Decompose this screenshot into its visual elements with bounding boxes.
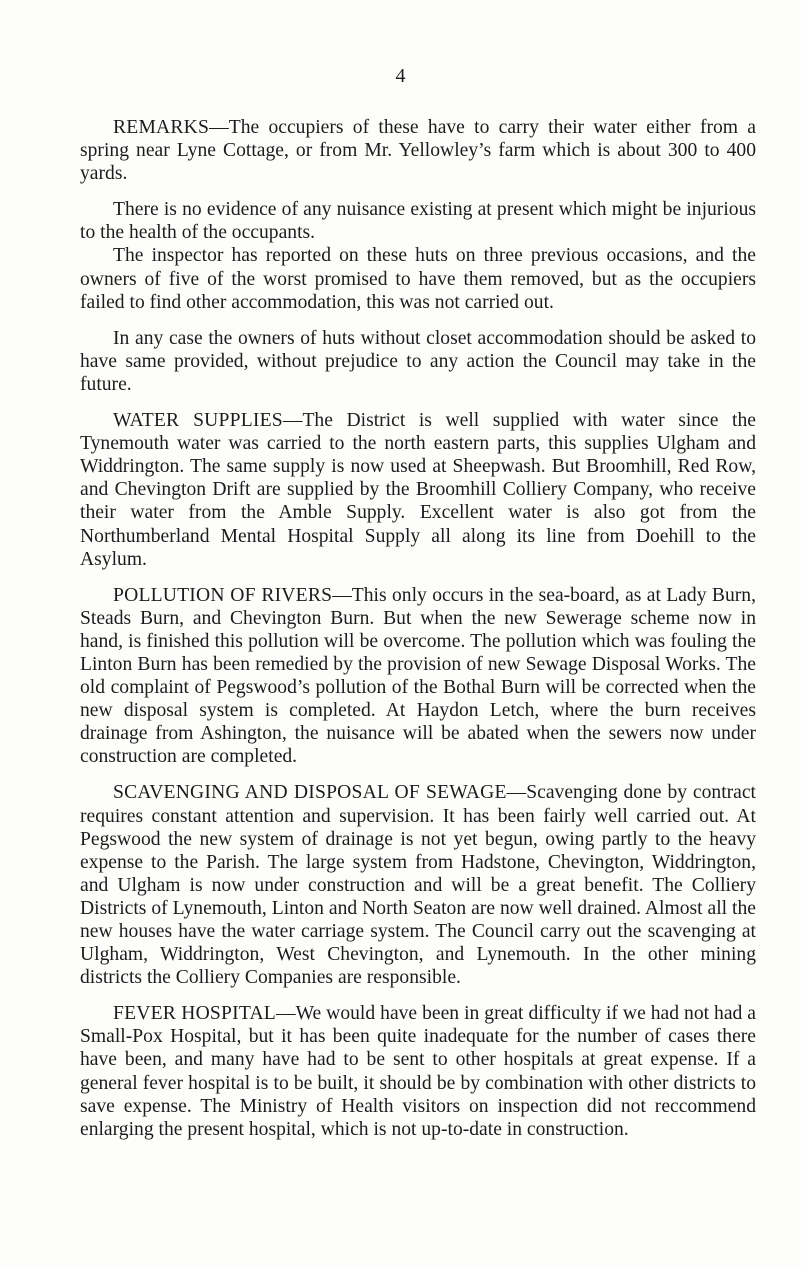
body-text bbox=[80, 116, 756, 1154]
paragraph-text: —Scavenging done by contract requires constant attention and supervision. It has been fairly well carried out. At Pegswood the new system of drainage is not yet begun, owing partly to the heavy expense to the Parish. The large system from Hadstone, Chevington, Widdrington, and Ulgham is now under construction and will be a great benefit. The Colliery Districts of Lynemouth, Linton and North Seaton are now well drained. Almost all the new houses have the water carriage system. The Council carry out the scavenging at Ulgham, Widdrington, West Chevington, and Lynemouth. In the other mining districts the Colliery Companies are responsible. bbox=[80, 782, 756, 989]
paragraph-text: In any case the owners of huts without closet accommodation should be asked to have same provided, without prejudice to any action the Council may take in the future. bbox=[80, 327, 756, 395]
paragraph-fever-hospital bbox=[80, 1002, 756, 1141]
paragraph-water-supplies bbox=[80, 409, 756, 571]
paragraph-scavenging bbox=[80, 781, 756, 989]
paragraph-text: —The District is well supplied with water since the Tynemouth water was carried to the north eastern parts, this supplies Ulgham and Widdrington. The same supply is now used at Sheepwash. But Broomhill, Red Row, and Chevington Drift are supplied by the Broomhill Colliery Company, who receive their water from the Amble Supply. Excellent water is also got from the Northumberland Mental Hospital Supply all along its line from Doehill to the Asylum. bbox=[80, 410, 756, 570]
section-heading: POLLUTION OF RIVERS bbox=[113, 584, 333, 606]
paragraph-text: There is no evidence of any nuisance existing at present which might be injurious to the health of the occupants. bbox=[80, 199, 756, 244]
paragraph-inspector bbox=[80, 244, 756, 313]
paragraph-text: The inspector has reported on these huts on three previous occasions, and the owners of five of the worst promised to have them removed, but as the occupiers failed to find other accommodation, this was not carried out. bbox=[80, 245, 756, 313]
page-number: 4 bbox=[395, 65, 406, 87]
paragraph-no-nuisance bbox=[80, 198, 756, 244]
paragraph-text: —This only occurs in the sea-board, as at Lady Burn, Steads Burn, and Chevington Burn. But when the new Sewerage scheme now in hand, is finished this pollution will be overcome. The pollution which was fouling the Linton Burn has been remedied by the provision of new Sewage Disposal Works. The old complaint of Pegswood’s pollution of the Bothal Burn will be corrected when the new disposal system is completed. At Haydon Letch, where the burn receives drainage from Ashington, the nuisance will be abated when the sewers now under construction are completed. bbox=[80, 584, 756, 768]
paragraph-text: —The occupiers of these have to carry their water either from a spring near Lyne Cottage, or from Mr. Yellowley’s farm which is about 300 to 400 yards. bbox=[80, 117, 756, 185]
paragraph-remarks bbox=[80, 116, 756, 185]
paragraph-closet-accommodation bbox=[80, 327, 756, 396]
paragraph-text: —We would have been in great difficulty if we had not had a Small-Pox Hospital, but it has been quite inadequate for the number of cases there have been, and many have had to be sent to other hospitals at great expense. If a general fever hospital is to be built, it should be by combination with other districts to save expense. The Ministry of Health visitors on inspection did not reccommend enlarging the present hospital, which is not up-to-date in construction. bbox=[80, 1003, 757, 1140]
section-heading: REMARKS bbox=[113, 117, 210, 138]
section-heading: FEVER HOSPITAL bbox=[113, 1003, 276, 1025]
section-heading: SCAVENGING AND DISPOSAL OF SEWAGE bbox=[113, 782, 507, 804]
section-heading: WATER SUPPLIES bbox=[113, 410, 283, 432]
paragraph-pollution-of-rivers bbox=[80, 584, 756, 769]
